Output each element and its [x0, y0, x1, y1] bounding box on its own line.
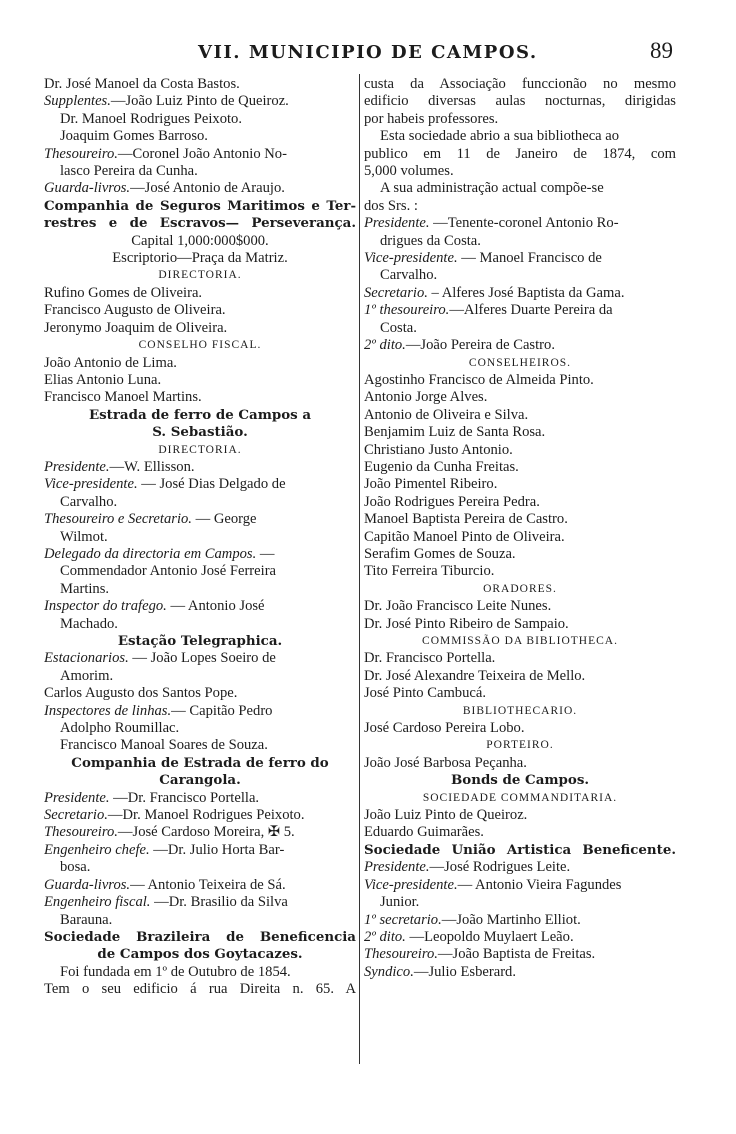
office-entry — [44, 807, 356, 824]
office-title: Presidente. — [364, 859, 430, 876]
office-entry — [44, 546, 356, 563]
text-line: Antonio de Oliveira e Silva. — [364, 406, 529, 423]
section-subheading: DIRECTORIA. — [158, 443, 242, 456]
office-entry — [364, 859, 676, 876]
office-holder: —João Martinho Elliot. — [441, 911, 581, 928]
office-title: 1º secretario. — [364, 911, 442, 928]
office-entry — [364, 215, 676, 232]
text-line: A sua administração actual compõe-se — [380, 180, 604, 197]
text-line: Antonio Jorge Alves. — [364, 389, 488, 406]
section-subheading: BIBLIOTHECARIO. — [462, 704, 578, 717]
entity-heading: restres e de Escravos— Perseverança. — [44, 215, 356, 232]
office-title: 2º dito. — [364, 928, 406, 945]
office-title: Vice-presidente. — [364, 250, 458, 267]
office-holder: —W. Ellisson. — [109, 458, 195, 475]
office-title: Secretario. — [364, 284, 428, 301]
office-holder: – Alferes José Baptista da Gama. — [427, 284, 625, 301]
text-line: Barauna. — [60, 911, 113, 928]
office-entry — [44, 511, 356, 528]
office-holder: — João Lopes Soeiro de — [128, 650, 276, 667]
office-title: Secretario. — [44, 807, 108, 824]
entity-heading: Sociedade Brazileira de Beneficencia — [44, 928, 356, 945]
column-divider — [359, 74, 360, 1064]
text-line: Francisco Manoel Martins. — [44, 389, 202, 406]
office-title: Supplentes. — [44, 93, 111, 110]
text-line: Dr. João Francisco Leite Nunes. — [364, 598, 552, 615]
office-holder: —João Pereira de Castro. — [405, 337, 555, 354]
text-line: por habeis professores. — [364, 110, 499, 127]
office-entry — [44, 703, 356, 720]
office-title: Syndico. — [364, 963, 414, 980]
office-holder: — Manoel Francisco de — [457, 250, 602, 267]
text-line: Eduardo Guimarães. — [364, 824, 484, 841]
section-subheading: SOCIEDADE COMMANDITARIA. — [422, 791, 618, 804]
text-line: Amorim. — [60, 667, 114, 684]
office-entry — [364, 337, 676, 354]
office-holder: —Julio Esberard. — [413, 963, 516, 980]
office-entry — [44, 180, 356, 197]
office-title: Vice-presidente. — [44, 476, 138, 493]
entity-heading: Bonds de Campos. — [450, 772, 590, 789]
office-holder: — — [256, 545, 275, 562]
entity-heading: S. Sebastião. — [152, 424, 248, 441]
text-line: Costa. — [380, 319, 417, 336]
office-entry — [364, 302, 676, 319]
office-holder: — José Dias Delgado de — [137, 476, 286, 493]
text-line: Jeronymo Joaquim de Oliveira. — [44, 319, 228, 336]
text-line: Esta sociedade abrio a sua bibliotheca ao — [380, 128, 620, 145]
office-holder: — George — [191, 511, 257, 528]
left-column — [44, 76, 356, 999]
text-line: Carlos Augusto dos Santos Pope. — [44, 685, 238, 702]
text-line: Dr. José Manoel da Costa Bastos. — [44, 76, 240, 92]
office-title: Thesoureiro. — [44, 145, 118, 162]
office-holder: — Capitão Pedro — [171, 702, 273, 719]
entity-heading: de Campos dos Goytacazes. — [97, 946, 303, 963]
office-title: Estacionarios. — [44, 650, 129, 667]
text-line: Dr. Francisco Portella. — [364, 650, 496, 667]
office-entry — [44, 877, 356, 894]
text-line: Martins. — [60, 580, 110, 597]
section-subheading: CONSELHEIROS. — [468, 356, 572, 369]
section-subheading: ORADORES. — [483, 582, 557, 595]
office-holder: —Leopoldo Muylaert Leão. — [405, 928, 574, 945]
office-title: Engenheiro chefe. — [44, 841, 150, 858]
office-title: Vice-presidente. — [364, 876, 458, 893]
office-entry — [44, 459, 356, 476]
office-title: Engenheiro fiscal. — [44, 894, 151, 911]
text-line: Wilmot. — [60, 528, 108, 545]
office-holder: —Dr. Brasilio da Silva — [150, 894, 288, 911]
office-entry — [44, 894, 356, 911]
centered-line: Capital 1,000:000$000. — [131, 232, 269, 249]
office-entry — [44, 842, 356, 859]
office-holder: — Antonio Teixeira de Sá. — [130, 876, 286, 893]
text-line: Junior. — [380, 894, 420, 911]
entity-heading: Estação Telegraphica. — [117, 633, 283, 649]
office-title: Presidente. — [44, 789, 110, 806]
office-holder: —João Luiz Pinto de Queiroz. — [110, 93, 289, 110]
office-entry — [364, 877, 676, 894]
office-entry — [44, 824, 356, 841]
office-entry — [364, 929, 676, 946]
text-line: lasco Pereira da Cunha. — [60, 163, 198, 180]
text-line: Dr. José Pinto Ribeiro de Sampaio. — [364, 615, 569, 632]
office-entry — [364, 946, 676, 963]
text-line: dos Srs. : — [364, 197, 418, 214]
text-line: drigues da Costa. — [380, 232, 481, 249]
text-line: edificio diversas aulas nocturnas, dirigidas — [364, 93, 676, 110]
text-line: Foi fundada em 1º de Outubro de 1854. — [60, 963, 291, 980]
text-line: João Rodrigues Pereira Pedra. — [364, 493, 540, 510]
office-title: Guarda-livros. — [44, 876, 131, 893]
text-line: Tito Ferreira Tiburcio. — [364, 563, 495, 580]
office-entry — [364, 964, 676, 981]
text-line: 5,000 volumes. — [364, 163, 454, 180]
office-title: Inspector do trafego. — [44, 598, 167, 615]
entity-heading: Companhia de Seguros Maritimos e Ter- — [44, 197, 356, 214]
text-line: Capitão Manoel Pinto de Oliveira. — [364, 528, 565, 545]
text-line: Commendador Antonio José Ferreira — [60, 563, 277, 580]
entity-heading: Carangola. — [159, 772, 241, 789]
office-holder: —José Antonio de Araujo. — [130, 180, 285, 197]
office-title: Thesoureiro. — [364, 946, 438, 963]
office-entry — [44, 146, 356, 163]
office-title: Thesoureiro e Secretario. — [44, 511, 192, 528]
text-line: Elias Antonio Luna. — [44, 371, 162, 388]
text-line: José Pinto Cambucá. — [364, 685, 487, 702]
text-line: Francisco Manoal Soares de Souza. — [60, 737, 268, 754]
text-line: Francisco Augusto de Oliveira. — [44, 302, 226, 319]
office-holder: —Coronel João Antonio No- — [117, 145, 287, 162]
office-title: 1º thesoureiro. — [364, 302, 450, 319]
office-title: Presidente. — [364, 215, 430, 232]
text-line: Dr. José Alexandre Teixeira de Mello. — [364, 667, 586, 684]
office-entry — [44, 790, 356, 807]
text-line: Manoel Baptista Pereira de Castro. — [364, 511, 568, 528]
text-line: Adolpho Roumillac. — [60, 720, 180, 737]
entity-heading: Companhia de Estrada de ferro do — [71, 754, 329, 771]
text-line: João José Barbosa Peçanha. — [364, 754, 527, 771]
office-entry — [44, 93, 356, 110]
office-entry — [364, 250, 676, 267]
page-header — [0, 38, 736, 68]
text-line: Eugenio da Cunha Freitas. — [364, 458, 519, 475]
office-title: Delegado da directoria em Campos. — [44, 545, 257, 562]
text-line: Carvalho. — [60, 493, 118, 510]
text-line: custa da Associação funccionão no mesmo — [364, 76, 676, 92]
office-holder: —João Baptista de Freitas. — [437, 946, 596, 963]
text-line: Agostinho Francisco de Almeida Pinto. — [364, 371, 594, 388]
office-holder: — Antonio Vieira Fagundes — [457, 876, 622, 893]
office-holder: —José Cardoso Moreira, ✠ 5. — [117, 824, 295, 841]
right-column — [364, 76, 676, 981]
office-holder: —José Rodrigues Leite. — [429, 859, 571, 876]
text-line: Dr. Manoel Rodrigues Peixoto. — [60, 110, 243, 127]
text-line: Joaquim Gomes Barroso. — [60, 128, 208, 145]
office-entry — [44, 476, 356, 493]
text-line: Carvalho. — [380, 267, 438, 284]
office-title: Thesoureiro. — [44, 824, 118, 841]
entity-heading: Estrada de ferro de Campos a — [88, 406, 312, 423]
text-line: João Antonio de Lima. — [44, 354, 177, 371]
office-holder: —Tenente-coronel Antonio Ro- — [429, 215, 619, 232]
office-holder: —Dr. Francisco Portella. — [109, 789, 260, 806]
office-title: Inspectores de linhas. — [44, 702, 172, 719]
entity-heading: Sociedade União Artistica Beneficente. — [364, 841, 676, 858]
text-line: João Pimentel Ribeiro. — [364, 476, 498, 493]
text-line: publico em 11 de Janeiro de 1874, com — [364, 145, 676, 162]
office-entry — [44, 598, 356, 615]
section-subheading: CONSELHO FISCAL. — [138, 339, 262, 352]
section-subheading: COMMISSÃO DA BIBLIOTHECA. — [422, 635, 618, 647]
office-entry — [44, 650, 356, 667]
office-holder: —Dr. Manoel Rodrigues Peixoto. — [107, 807, 305, 824]
office-entry — [364, 285, 676, 302]
text-line: João Luiz Pinto de Queiroz. — [364, 807, 528, 824]
text-line: Tem o seu edificio á rua Direita n. 65. A — [44, 981, 356, 998]
page-number: 89 — [650, 38, 673, 63]
office-holder: — Antonio José — [166, 598, 265, 615]
section-subheading: PORTEIRO. — [486, 739, 554, 752]
section-subheading: DIRECTORIA. — [158, 269, 242, 282]
office-entry — [364, 912, 676, 929]
office-holder: —Alferes Duarte Pereira da — [449, 302, 613, 319]
text-line: Rufino Gomes de Oliveira. — [44, 284, 203, 301]
text-line: Christiano Justo Antonio. — [364, 441, 513, 458]
text-line: Machado. — [60, 615, 118, 632]
centered-line: Escriptorio—Praça da Matriz. — [112, 250, 288, 267]
text-line: José Cardoso Pereira Lobo. — [364, 720, 525, 737]
office-title: 2º dito. — [364, 337, 406, 354]
text-line: Serafim Gomes de Souza. — [364, 545, 516, 562]
office-title: Guarda-livros. — [44, 180, 131, 197]
office-holder: —Dr. Julio Horta Bar- — [149, 841, 285, 858]
text-line: bosa. — [60, 859, 91, 876]
chapter-title: VII. MUNICIPIO DE CAMPOS. — [198, 42, 538, 63]
text-line: Benjamim Luiz de Santa Rosa. — [364, 424, 546, 441]
office-title: Presidente. — [44, 458, 110, 475]
